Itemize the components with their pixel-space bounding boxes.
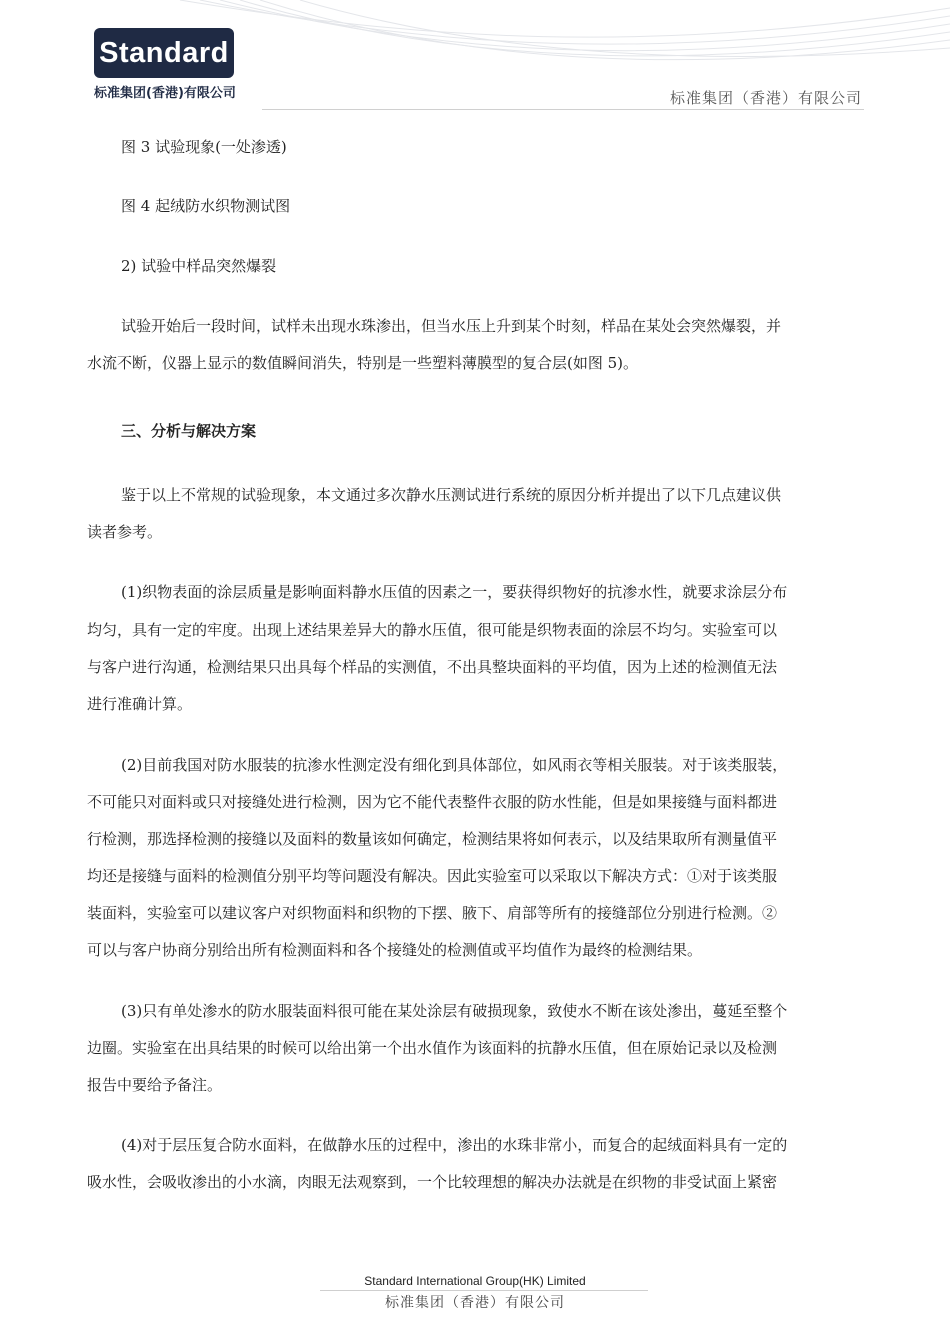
paragraph-line: 读者参考。 — [87, 523, 163, 541]
paragraph-line: 吸水性，会吸收渗出的小水滴，肉眼无法观察到，一个比较理想的解决办法就是在织物的非受试面上紧密 — [87, 1173, 778, 1191]
paragraph-line: (1)织物表面的涂层质量是影响面料静水压值的因素之一，要获得织物好的抗渗水性，就要求涂层分布 — [121, 583, 788, 601]
figure-3-caption: 图 3 试验现象(一处渗透) — [121, 138, 287, 156]
paragraph-line: 装面料，实验室可以建议客户对织物面料和织物的下摆、腋下、肩部等所有的接缝部位分别进行检测。② — [87, 904, 778, 922]
company-logo: Standard — [94, 28, 234, 78]
paragraph-line: 均还是接缝与面料的检测值分别平均等问题没有解决。因此实验室可以采取以下解决方式：①对于该类服 — [87, 867, 778, 885]
footer-company-chinese: 标准集团（香港）有限公司 — [385, 1295, 565, 1311]
paragraph-line: (2)目前我国对防水服装的抗渗水性测定没有细化到具体部位，如风雨衣等相关服装。对于该类服装， — [121, 756, 788, 774]
paragraph-line: 均匀，具有一定的牢度。出现上述结果差异大的静水压值，很可能是织物表面的涂层不均匀。实验室可以 — [87, 621, 778, 639]
paragraph-line: 可以与客户协商分别给出所有检测面料和各个接缝处的检测值或平均值作为最终的检测结果。 — [87, 941, 703, 959]
paragraph-line: 鉴于以上不常规的试验现象，本文通过多次静水压测试进行系统的原因分析并提出了以下几点建议供 — [121, 486, 782, 504]
header-company-name: 标准集团（香港）有限公司 — [669, 89, 862, 107]
paragraph-line: 不可能只对面料或只对接缝处进行检测，因为它不能代表整件衣服的防水性能，但是如果接缝与面料都进 — [87, 793, 778, 811]
list-item-2: 2) 试验中样品突然爆裂 — [121, 257, 277, 275]
figure-4-caption: 图 4 起绒防水织物测试图 — [121, 197, 291, 215]
paragraph-line: 报告中要给予备注。 — [87, 1076, 223, 1094]
paragraph-line: 进行准确计算。 — [87, 695, 193, 713]
paragraph-line: 与客户进行沟通，检测结果只出具每个样品的实测值，不出具整块面料的平均值，因为上述的检测值无法 — [87, 658, 778, 676]
logo-subtitle: 标准集团(香港)有限公司 — [94, 86, 236, 101]
paragraph-line: (4)对于层压复合防水面料，在做静水压的过程中，渗出的水珠非常小，而复合的起绒面料具有一定的 — [121, 1136, 788, 1154]
paragraph-line: 水流不断，仪器上显示的数值瞬间消失，特别是一些塑料薄膜型的复合层(如图 5)。 — [87, 354, 639, 372]
paragraph-line: 试验开始后一段时间，试样未出现水珠渗出，但当水压上升到某个时刻，样品在某处会突然爆裂，并 — [121, 317, 782, 335]
paragraph-line: 边圈。实验室在出具结果的时候可以给出第一个出水值作为该面料的抗静水压值，但在原始记录以及检测 — [87, 1039, 778, 1057]
footer-divider — [320, 1290, 648, 1291]
header-divider — [262, 109, 864, 110]
footer-company-english: Standard International Group(HK) Limited — [364, 1274, 586, 1288]
paragraph-line: 行检测，那选择检测的接缝以及面料的数量该如何确定，检测结果将如何表示，以及结果取所有测量值平 — [87, 830, 778, 848]
section-heading: 三、分析与解决方案 — [121, 422, 257, 440]
paragraph-line: (3)只有单处渗水的防水服装面料很可能在某处涂层有破损现象，致使水不断在该处渗出，蔓延至整个 — [121, 1002, 788, 1020]
